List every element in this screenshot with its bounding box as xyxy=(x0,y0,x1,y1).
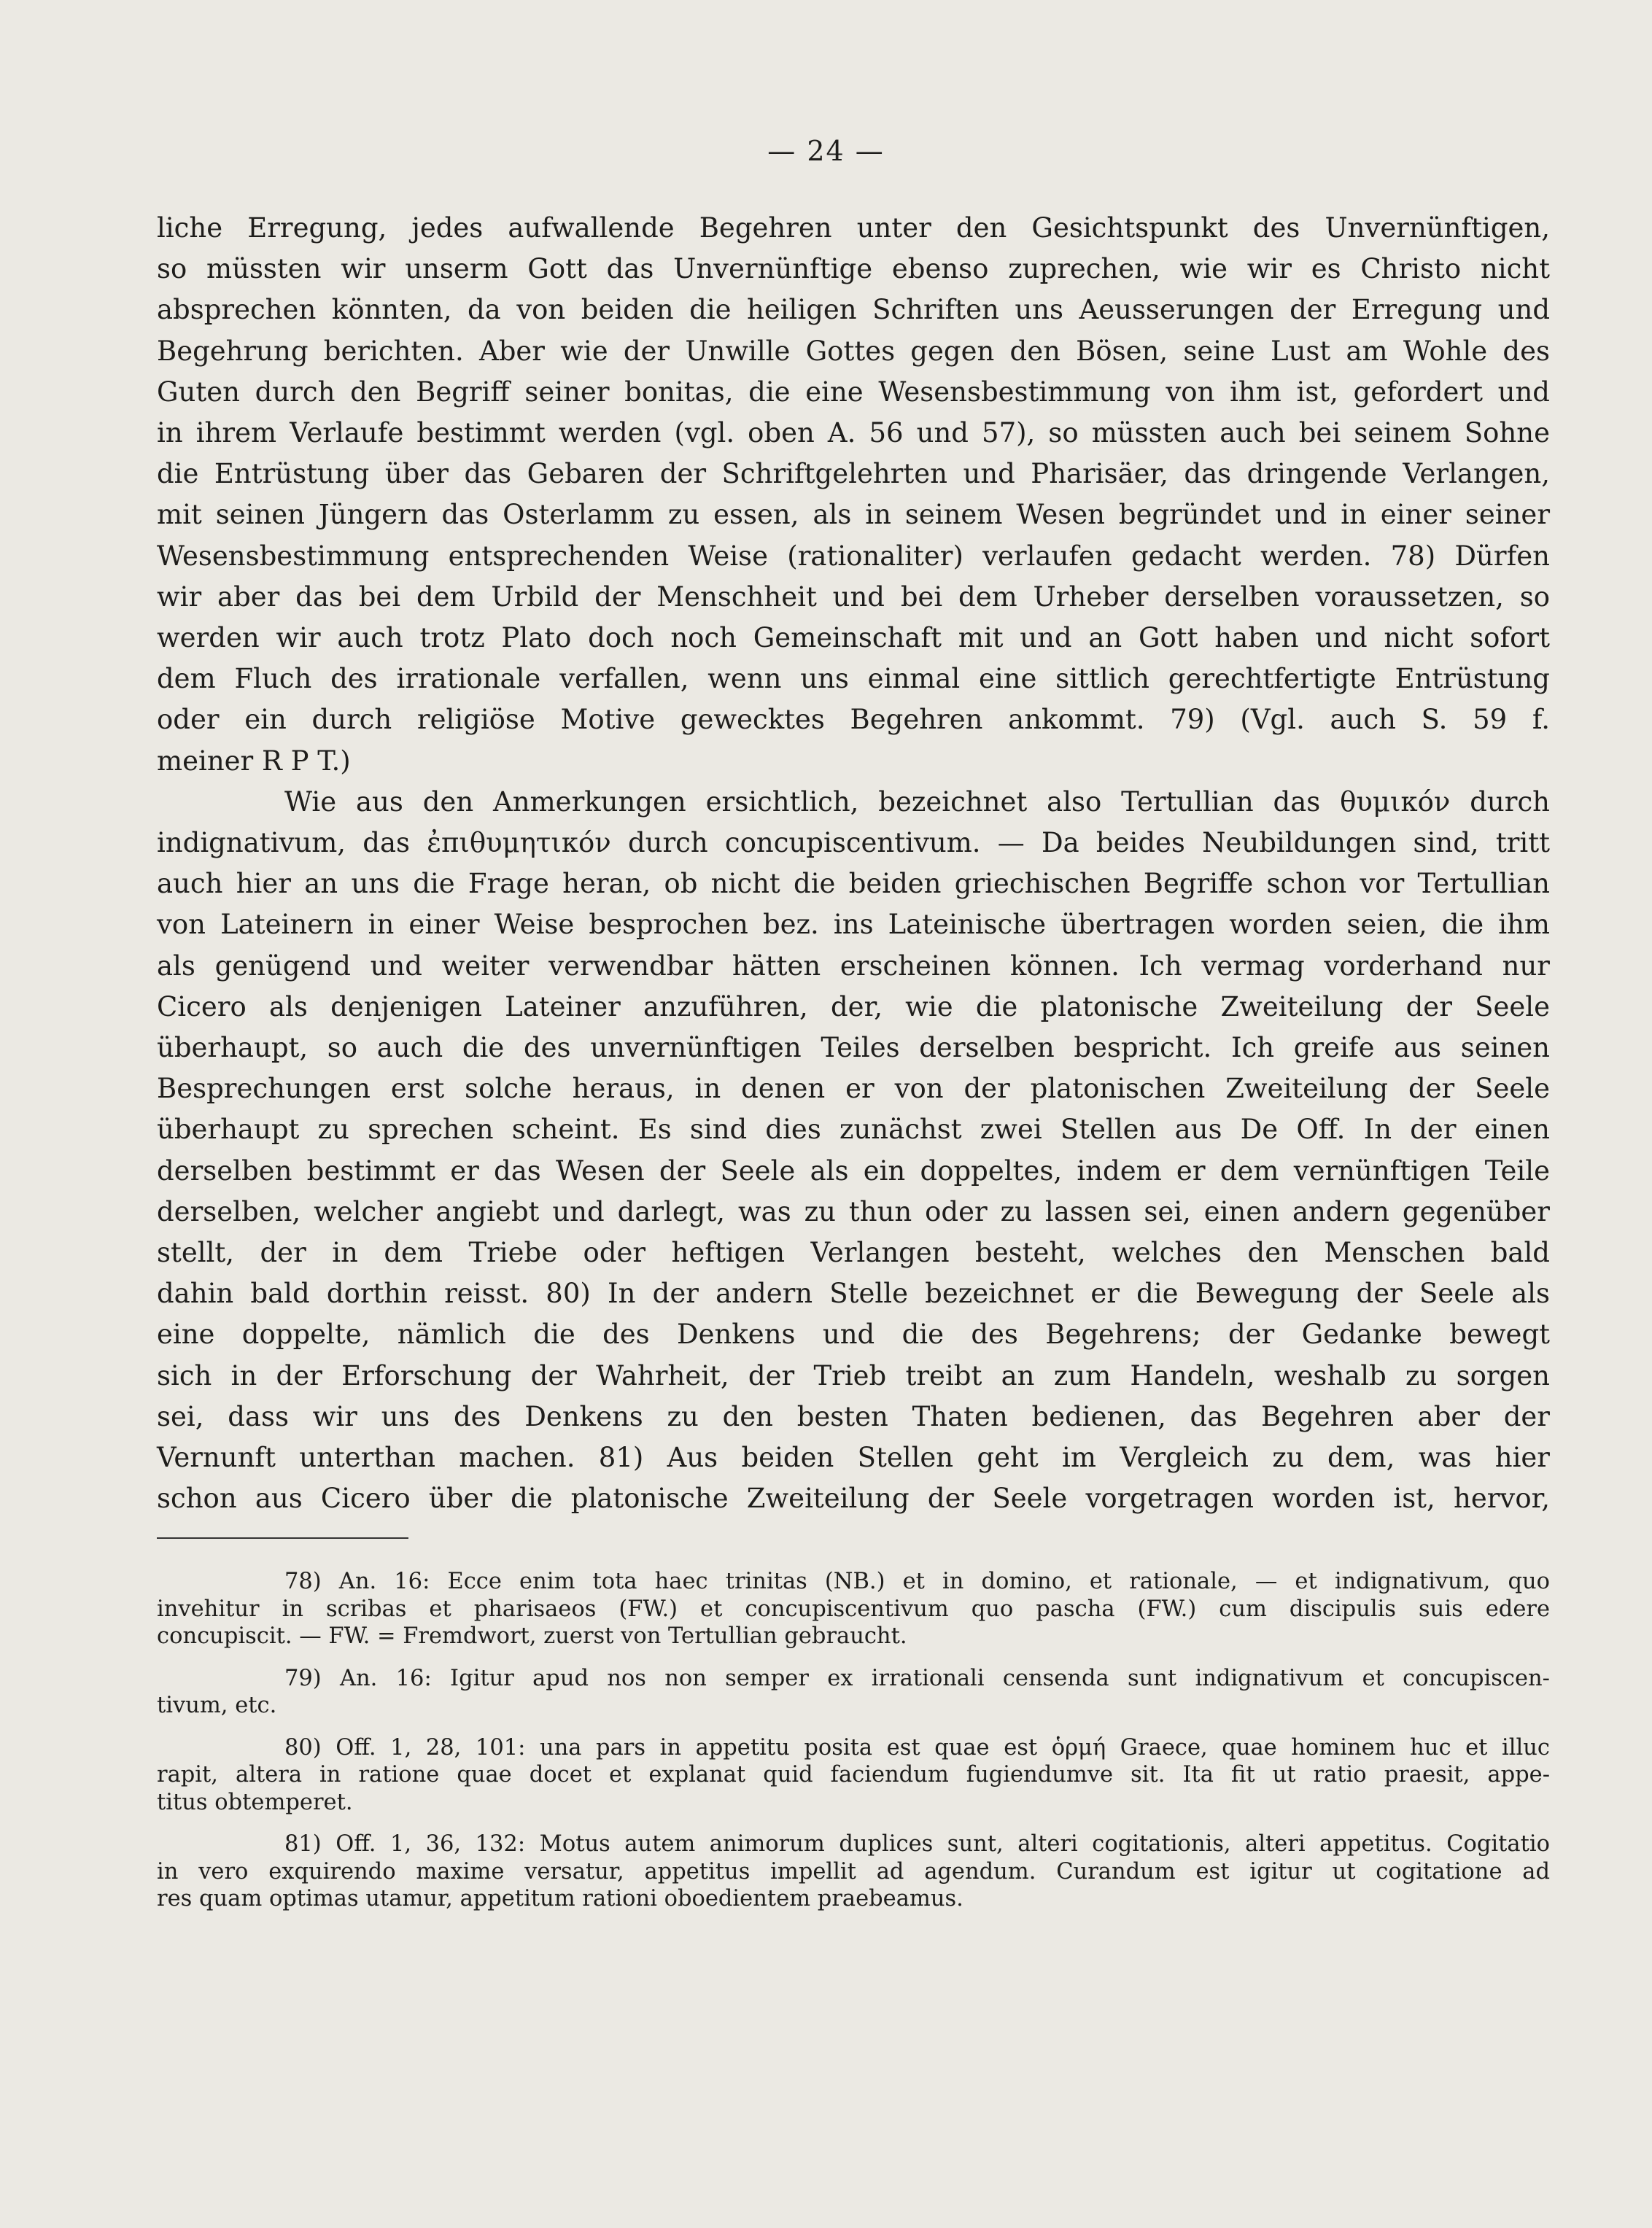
footnote-line: in vero exquirendo maxime versatur, appetitus impellit ad agendum. Curandum est igitur ut cogitatione ad xyxy=(157,1858,1550,1885)
body-line: so müssten wir unserm Gott das Unvernünftige ebenso zuprechen, wie wir es Christo nicht xyxy=(157,253,1550,285)
body-line: sei, dass wir uns des Denkens zu den besten Thaten bedienen, das Begehren aber der xyxy=(157,1400,1550,1432)
body-line: dahin bald dorthin reisst. 80) In der andern Stelle bezeichnet er die Bewegung der Seele als xyxy=(157,1278,1550,1310)
body-line: sich in der Erforschung der Wahrheit, der Trieb treibt an zum Handeln, weshalb zu sorgen xyxy=(157,1359,1550,1391)
body-line: wir aber das bei dem Urbild der Menschheit und bei dem Urheber derselben voraussetzen, so xyxy=(157,581,1550,613)
footnote-line: 79) An. 16: Igitur apud nos non semper ex irrationali censenda sunt indignativum et concupiscen- xyxy=(284,1665,1550,1691)
body-line: derselben bestimmt er das Wesen der Seele als ein doppeltes, indem er dem vernünftigen Teile xyxy=(157,1154,1550,1187)
body-text xyxy=(157,208,1550,1520)
body-line: mit seinen Jüngern das Osterlamm zu essen, als in seinem Wesen begründet und in einer seiner xyxy=(157,499,1550,531)
footnote-79 xyxy=(157,1665,1550,1720)
footnotes xyxy=(157,1568,1550,1928)
body-line: oder ein durch religiöse Motive gewecktes Begehren ankommt. 79) (Vgl. auch S. 59 f. xyxy=(157,704,1550,736)
body-line: in ihrem Verlaufe bestimmt werden (vgl. oben A. 56 und 57), so müssten auch bei seinem Sohne xyxy=(157,417,1550,449)
body-line: die Entrüstung über das Gebaren der Schriftgelehrten und Pharisäer, das dringende Verlangen, xyxy=(157,458,1550,490)
footnote-line: concupiscit. — FW. = Fremdwort, zuerst von Tertullian gebraucht. xyxy=(157,1623,907,1649)
footnote-81 xyxy=(157,1831,1550,1913)
body-line: dem Fluch des irrationale verfallen, wenn uns einmal eine sittlich gerechtfertigte Entrüstung xyxy=(157,663,1550,695)
body-line: schon aus Cicero über die platonische Zweiteilung der Seele vorgetragen worden ist, hervor, xyxy=(157,1483,1550,1515)
body-line: meiner R P T.) xyxy=(157,745,351,777)
footnote-rule xyxy=(157,1537,408,1539)
body-line: überhaupt zu sprechen scheint. Es sind dies zunächst zwei Stellen aus De Off. In der einen xyxy=(157,1114,1550,1146)
body-line: von Lateinern in einer Weise besprochen bez. ins Lateinische übertragen worden seien, die ihm xyxy=(157,909,1550,941)
body-line: Guten durch den Begriff seiner bonitas, die eine Wesensbestimmung von ihm ist, gefordert und xyxy=(157,376,1550,408)
body-line: Wie aus den Anmerkungen ersichtlich, bezeichnet also Tertullian das θυμικόν durch xyxy=(284,785,1550,818)
body-line: derselben, welcher angiebt und darlegt, was zu thun oder zu lassen sei, einen andern gegenüber xyxy=(157,1195,1550,1227)
footnote-line: invehitur in scribas et pharisaeos (FW.) et concupiscentivum quo pascha (FW.) cum discipulis suis edere xyxy=(157,1596,1550,1622)
footnote-line: res quam optimas utamur, appetitum rationi oboedientem praebeamus. xyxy=(157,1886,963,1911)
body-line: Vernunft unterthan machen. 81) Aus beiden Stellen geht im Vergleich zu dem, was hier xyxy=(157,1442,1550,1474)
body-line: eine doppelte, nämlich die des Denkens und die des Begehrens; der Gedanke bewegt xyxy=(157,1319,1550,1351)
body-line: Cicero als denjenigen Lateiner anzuführen, der, wie die platonische Zweiteilung der Seele xyxy=(157,990,1550,1022)
footnote-line: rapit, altera in ratione quae docet et explanat quid faciendum fugiendumve sit. Ita fit ut ratio praesit, appe- xyxy=(157,1762,1550,1788)
footnote-line: tivum, etc. xyxy=(157,1693,277,1718)
footnote-line: titus obtemperet. xyxy=(157,1789,353,1815)
body-line: als genügend und weiter verwendbar hätten erscheinen können. Ich vermag vorderhand nur xyxy=(157,950,1550,982)
body-line: Besprechungen erst solche heraus, in denen er von der platonischen Zweiteilung der Seele xyxy=(157,1073,1550,1105)
footnote-80 xyxy=(157,1734,1550,1817)
footnote-78 xyxy=(157,1568,1550,1650)
body-line: auch hier an uns die Frage heran, ob nicht die beiden griechischen Begriffe schon vor Tertullian xyxy=(157,868,1550,900)
body-line: absprechen könnten, da von beiden die heiligen Schriften uns Aeusserungen der Erregung und xyxy=(157,294,1550,326)
body-line: stellt, der in dem Triebe oder heftigen Verlangen besteht, welches den Menschen bald xyxy=(157,1237,1550,1269)
page-number: — 24 — xyxy=(767,135,885,167)
body-line: liche Erregung, jedes aufwallende Begehren unter den Gesichtspunkt des Unvernünftigen, xyxy=(157,212,1550,244)
body-line: Begehrung berichten. Aber wie der Unwille Gottes gegen den Bösen, seine Lust am Wohle des xyxy=(157,335,1550,367)
body-line: indignativum, das ἐπιθυμητικόν durch concupiscentivum. — Da beides Neubildungen sind, tritt xyxy=(157,827,1550,859)
body-line: Wesensbestimmung entsprechenden Weise (rationaliter) verlaufen gedacht werden. 78) Dürfen xyxy=(157,540,1550,572)
body-line: werden wir auch trotz Plato doch noch Gemeinschaft mit und an Gott haben und nicht sofort xyxy=(157,622,1550,654)
footnote-line: 78) An. 16: Ecce enim tota haec trinitas (NB.) et in domino, et rationale, — et indignativum, quo xyxy=(284,1569,1550,1594)
footnote-line: 81) Off. 1, 36, 132: Motus autem animorum duplices sunt, alteri cogitationis, alteri appetitus. Cogitatio xyxy=(284,1831,1550,1857)
body-line: überhaupt, so auch die des unvernünftigen Teiles derselben bespricht. Ich greife aus seinen xyxy=(157,1032,1550,1064)
footnote-line: 80) Off. 1, 28, 101: una pars in appetitu posita est quae est ὁρμή Graece, quae hominem huc et illuc xyxy=(284,1734,1550,1761)
